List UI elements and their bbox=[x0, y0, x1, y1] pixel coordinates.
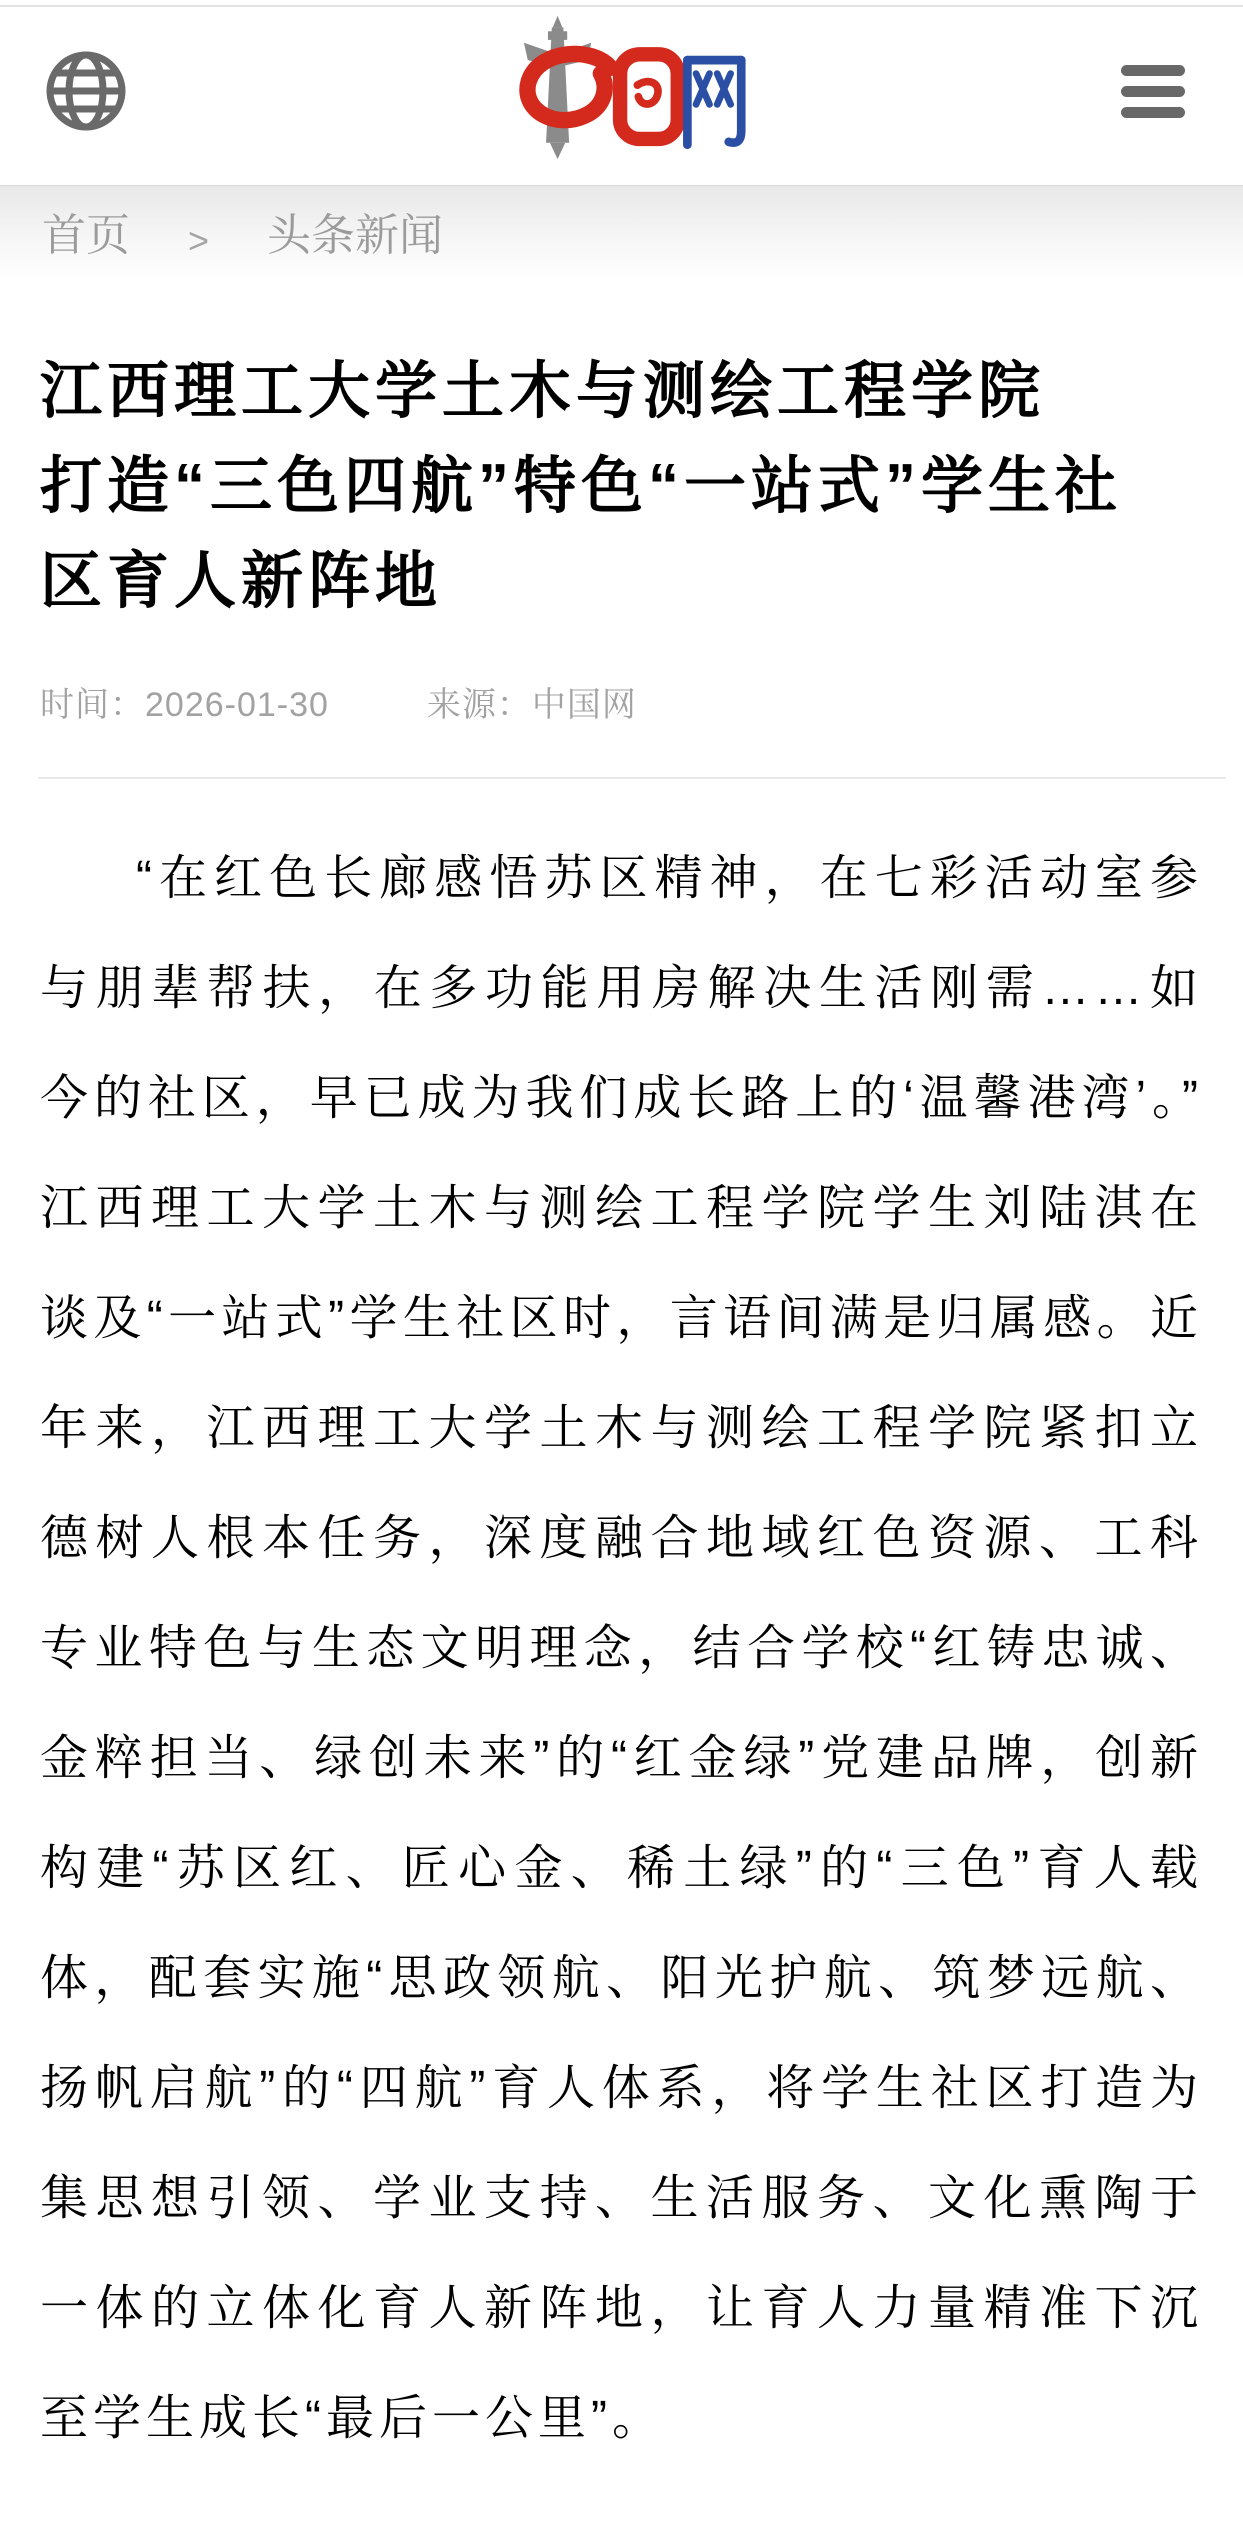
site-header bbox=[0, 7, 1243, 185]
breadcrumb-separator: > bbox=[188, 220, 210, 261]
hamburger-menu-button[interactable] bbox=[1121, 63, 1185, 119]
china-net-logo[interactable] bbox=[497, 13, 747, 163]
article-body-paragraph: “在红色长廊感悟苏区精神，在七彩活动室参与朋辈帮扶，在多功能用房解决生活刚需……如今的社区，早已成为我们成长路上的‘温馨港湾’。”江西理工大学土木与测绘工程学院学生刘陆淇在谈及“一站式”学生社区时，言语间满是归属感。近年来，江西理工大学土木与测绘工程学院紧扣立德树人根本任务，深度融合地域红色资源、工科专业特色与生态文明理念，结合学校“红铸忠诚、金粹担当、绿创未来”的“红金绿”党建品牌，创新构建“苏区红、匠心金、稀土绿”的“三色”育人载体，配套实施“思政领航、阳光护航、筑梦远航、扬帆启航”的“四航”育人体系，将学生社区打造为集思想引领、学业支持、生活服务、文化熏陶于一体的立体化育人新阵地，让育人力量精准下沉至学生成长“最后一公里”。 bbox=[40, 852, 1203, 2445]
hamburger-menu-icon bbox=[1121, 65, 1185, 118]
article-title-line-2: 打造“三色四航”特色“一站式”学生社 bbox=[40, 452, 1123, 521]
meta-time-value: 2026-01-30 bbox=[145, 686, 329, 724]
meta-time-label: 时间： bbox=[40, 686, 145, 724]
meta-source bbox=[427, 685, 637, 725]
meta-divider bbox=[38, 777, 1226, 779]
meta-source-value: 中国网 bbox=[531, 686, 637, 724]
meta-time bbox=[40, 685, 329, 725]
breadcrumb-section-link[interactable]: 头条新闻 bbox=[267, 211, 444, 260]
globe-icon bbox=[44, 121, 128, 136]
wang-char bbox=[687, 60, 741, 145]
article-title bbox=[40, 344, 1203, 629]
globe-language-button[interactable] bbox=[44, 49, 128, 133]
breadcrumb bbox=[0, 185, 1243, 310]
article-title-line-1: 江西理工大学土木与测绘工程学院 bbox=[40, 357, 1046, 426]
meta-source-label: 来源： bbox=[426, 686, 532, 724]
article-meta bbox=[40, 685, 1203, 725]
article bbox=[0, 344, 1243, 2524]
article-title-line-3: 区育人新阵地 bbox=[40, 547, 443, 616]
breadcrumb-home-link[interactable]: 首页 bbox=[42, 211, 130, 260]
